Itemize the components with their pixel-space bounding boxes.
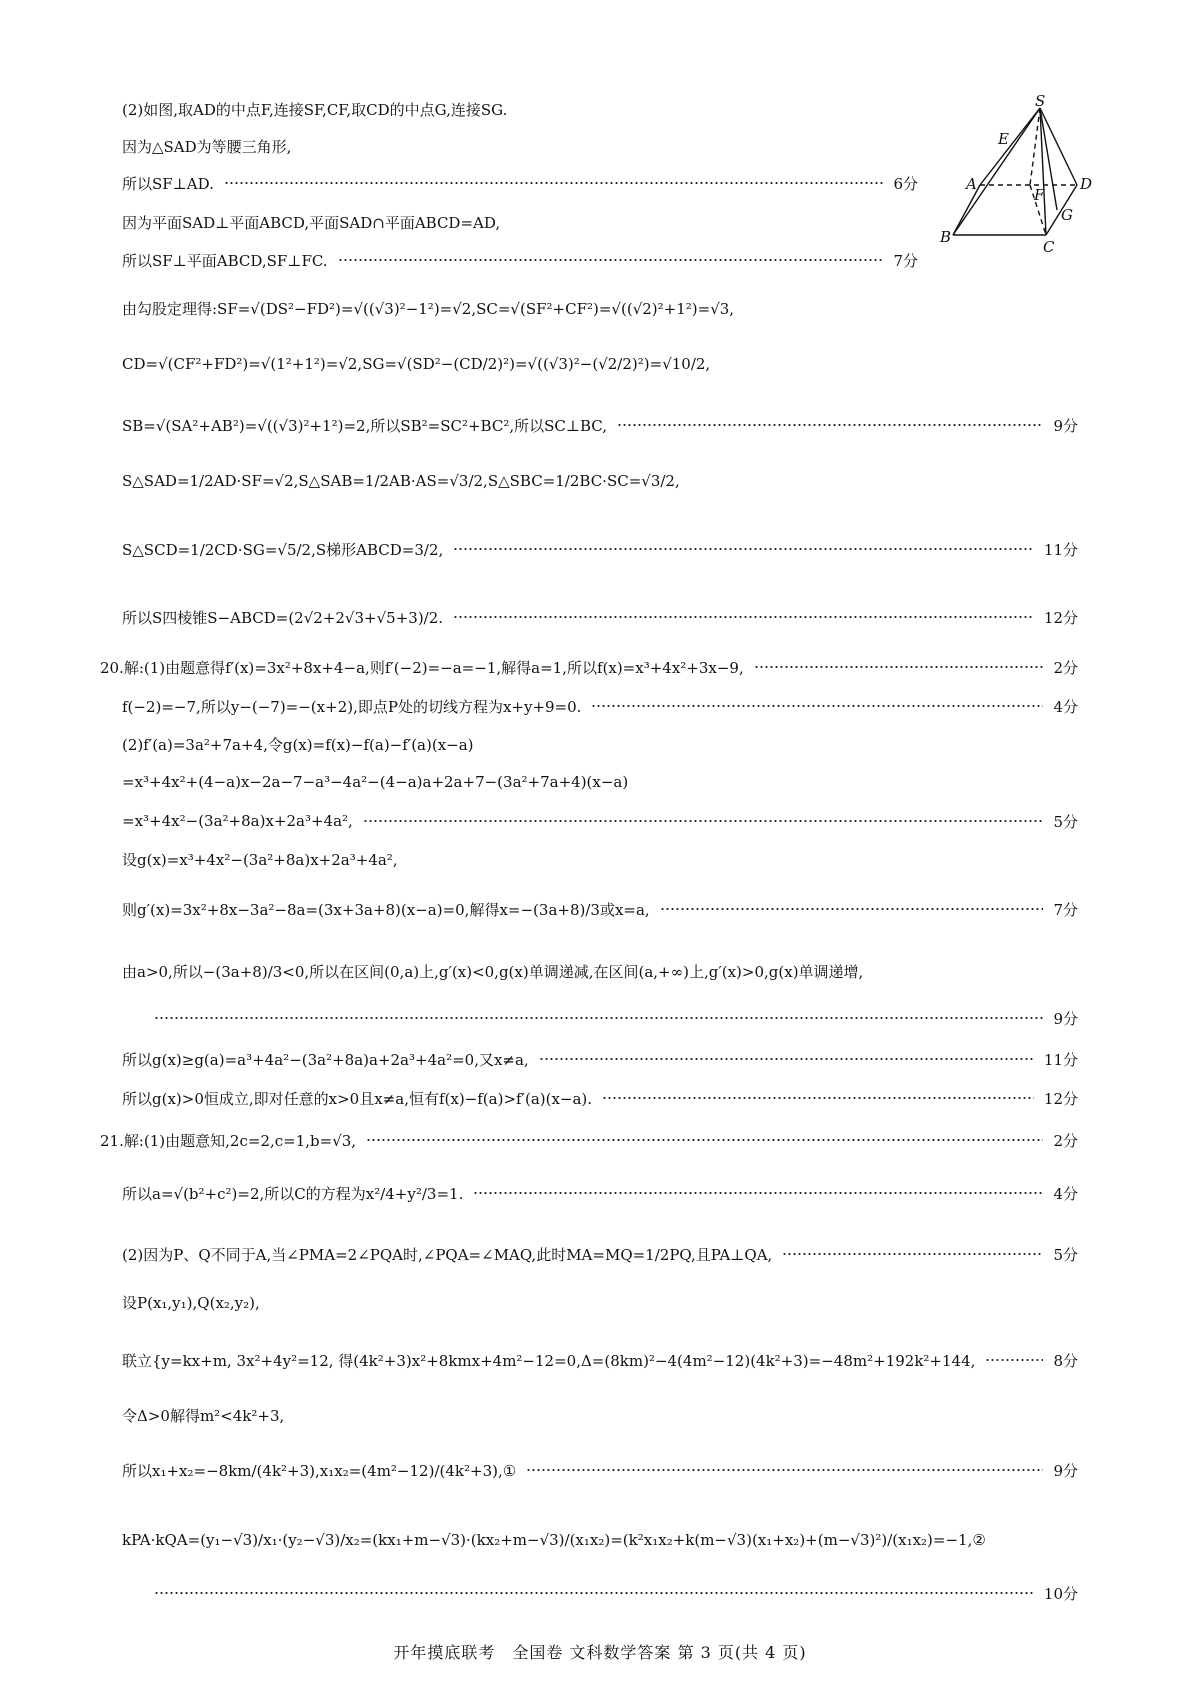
line-text: 设g(x)=x³+4x²−(3a²+8a)x+2a³+4a², — [122, 850, 398, 869]
answer-line — [122, 1582, 1078, 1604]
score-mark: 11分 — [1043, 540, 1078, 559]
pyramid-figure — [930, 92, 1093, 271]
score-mark: 2分 — [1053, 658, 1078, 677]
answer-line — [122, 1048, 1078, 1070]
score-mark: 12分 — [1043, 1089, 1078, 1108]
answer-line — [122, 135, 918, 157]
page-footer: 开年摸底联考 全国卷 文科数学答案 第 3 页(共 4 页) — [393, 1643, 807, 1662]
answer-line — [122, 810, 1078, 832]
line-text: 20.解:(1)由题意得f′(x)=3x²+8x+4−a,则f′(−2)=−a=−1,解得a=1,所以f(x)=x³+4x²+3x−9, — [100, 658, 744, 677]
answer-line — [122, 353, 1078, 375]
line-text: kPA·kQA=(y₁−√3)/x₁·(y₂−√3)/x₂=(kx₁+m−√3)·(kx₂+m−√3)/(x₁x₂)=(k²x₁x₂+k(m−√3)(x₁+x₂)+(m−√3)²)/(x₁x₂)=−1,② — [122, 1531, 986, 1549]
line-text: 令Δ>0解得m²<4k²+3, — [122, 1406, 285, 1425]
score-mark: 2分 — [1053, 1131, 1078, 1150]
answer-line — [122, 470, 1078, 492]
score-mark: 12分 — [1043, 608, 1078, 627]
leader-dots — [453, 548, 1034, 550]
leader-dots — [539, 1058, 1034, 1060]
leader-dots — [473, 1192, 1043, 1194]
answer-line — [122, 1529, 1078, 1551]
answer-line — [122, 898, 1078, 920]
label-E: E — [998, 130, 1009, 148]
leader-dots — [617, 424, 1043, 426]
leader-dots — [985, 1359, 1043, 1361]
answer-line — [122, 1349, 1078, 1371]
line-text: f(−2)=−7,所以y−(−7)=−(x+2),即点P处的切线方程为x+y+9=0. — [122, 697, 582, 716]
leader-dots — [366, 1139, 1043, 1141]
leader-dots — [224, 182, 884, 184]
line-text: S△SCD=1/2CD·SG=√5/2,S梯形ABCD=3/2, — [122, 540, 444, 559]
answer-line — [122, 1459, 1078, 1481]
answer-line — [122, 249, 918, 271]
answer-line — [122, 1291, 1078, 1313]
line-text: (2)f′(a)=3a²+7a+4,令g(x)=f(x)−f(a)−f′(a)(x−a) — [122, 735, 474, 754]
leader-dots — [363, 820, 1044, 822]
line-text: 由勾股定理得:SF=√(DS²−FD²)=√((√3)²−1²)=√2,SC=√(SF²+CF²)=√((√2)²+1²)=√3, — [122, 299, 735, 318]
score-mark: 5分 — [1053, 812, 1078, 831]
leader-dots — [602, 1097, 1034, 1099]
label-B: B — [940, 228, 952, 246]
answer-line — [122, 606, 1078, 628]
line-text: 所以x₁+x₂=−8km/(4k²+3),x₁x₂=(4m²−12)/(4k²+3),① — [122, 1461, 517, 1480]
answer-line — [100, 1129, 1078, 1151]
answer-line — [122, 695, 1078, 717]
label-D: D — [1080, 175, 1093, 193]
leader-dots — [338, 259, 884, 261]
answer-line — [122, 1243, 1078, 1265]
answer-line — [122, 297, 1078, 319]
line-text: =x³+4x²+(4−a)x−2a−7−a³−4a²−(4−a)a+2a+7−(3a²+7a+4)(x−a) — [122, 773, 629, 791]
leader-dots — [754, 666, 1044, 668]
answer-line — [122, 172, 918, 194]
leader-dots — [154, 1017, 1043, 1019]
leader-dots — [782, 1253, 1043, 1255]
line-text: 所以SF⊥AD. — [122, 174, 214, 193]
line-text: 因为△SAD为等腰三角形, — [122, 137, 292, 156]
line-text: 因为平面SAD⊥平面ABCD,平面SAD∩平面ABCD=AD, — [122, 213, 501, 232]
edge-SD — [1040, 108, 1077, 185]
line-text: CD=√(CF²+FD²)=√(1²+1²)=√2,SG=√(SD²−(CD/2)²)=√((√3)²−(√2/2)²)=√10/2, — [122, 355, 711, 373]
score-mark: 11分 — [1043, 1050, 1078, 1069]
answer-line — [122, 211, 918, 233]
score-mark: 10分 — [1043, 1584, 1078, 1603]
line-text: 所以a=√(b²+c²)=2,所以C的方程为x²/4+y²/3=1. — [122, 1184, 464, 1203]
line-text: 所以g(x)≥g(a)=a³+4a²−(3a²+8a)a+2a³+4a²=0,又x≠a, — [122, 1050, 529, 1069]
line-text: 设P(x₁,y₁),Q(x₂,y₂), — [122, 1293, 260, 1312]
answer-line — [122, 960, 1078, 982]
answer-line — [122, 1007, 1078, 1029]
line-text: (2)因为P、Q不同于A,当∠PMA=2∠PQA时,∠PQA=∠MAQ,此时MA=MQ=1/2PQ,且PA⊥QA, — [122, 1245, 773, 1264]
score-mark: 4分 — [1053, 1184, 1078, 1203]
label-G: G — [1061, 206, 1073, 224]
answer-line — [122, 771, 1078, 793]
line-text: 所以g(x)>0恒成立,即对任意的x>0且x≠a,恒有f(x)−f(a)>f′(a)(x−a). — [122, 1089, 593, 1108]
score-mark: 7分 — [1053, 900, 1078, 919]
leader-dots — [660, 908, 1044, 910]
score-mark: 9分 — [1053, 1009, 1078, 1028]
score-mark: 5分 — [1053, 1245, 1078, 1264]
answer-line — [122, 1087, 1078, 1109]
line-text: 由a>0,所以−(3a+8)/3<0,所以在区间(0,a)上,g′(x)<0,g(x)单调递减,在区间(a,+∞)上,g′(x)>0,g(x)单调递增, — [122, 962, 864, 981]
line-text: 则g′(x)=3x²+8x−3a²−8a=(3x+3a+8)(x−a)=0,解得x=−(3a+8)/3或x=a, — [122, 900, 650, 919]
line-text: SB=√(SA²+AB²)=√((√3)²+1²)=2,所以SB²=SC²+BC²,所以SC⊥BC, — [122, 416, 607, 435]
answer-line — [122, 1182, 1078, 1204]
score-mark: 8分 — [1053, 1351, 1078, 1370]
line-text: 所以S四棱锥S−ABCD=(2√2+2√3+√5+3)/2. — [122, 608, 444, 627]
label-S: S — [1035, 92, 1046, 110]
leader-dots — [591, 705, 1043, 707]
score-mark: 4分 — [1053, 697, 1078, 716]
answer-line — [122, 414, 1078, 436]
answer-line — [122, 538, 1078, 560]
label-A: A — [966, 175, 977, 193]
line-text: 21.解:(1)由题意知,2c=2,c=1,b=√3, — [100, 1131, 357, 1150]
label-C: C — [1043, 238, 1055, 256]
answer-line — [122, 1404, 1078, 1426]
leader-dots — [453, 616, 1034, 618]
score-mark: 9分 — [1053, 416, 1078, 435]
line-text: =x³+4x²−(3a²+8a)x+2a³+4a², — [122, 812, 353, 830]
edge-SB — [953, 108, 1040, 235]
answer-line — [122, 848, 1078, 870]
leader-dots — [526, 1469, 1043, 1471]
score-mark: 7分 — [893, 251, 918, 270]
score-mark: 6分 — [893, 174, 918, 193]
score-mark: 9分 — [1053, 1461, 1078, 1480]
leader-dots — [154, 1592, 1034, 1594]
line-text: 联立{y=kx+m, 3x²+4y²=12, 得(4k²+3)x²+8kmx+4m²−12=0,Δ=(8km)²−4(4m²−12)(4k²+3)=−48m²+192k²+144, — [122, 1351, 976, 1370]
line-text: S△SAD=1/2AD·SF=√2,S△SAB=1/2AB·AS=√3/2,S△SBC=1/2BC·SC=√3/2, — [122, 472, 680, 490]
line-text: 所以SF⊥平面ABCD,SF⊥FC. — [122, 251, 328, 270]
answer-line — [100, 656, 1078, 678]
answer-line — [122, 98, 918, 120]
answer-line — [122, 733, 1078, 755]
line-text: (2)如图,取AD的中点F,连接SF,CF,取CD的中点G,连接SG. — [122, 100, 508, 119]
label-F: F — [1034, 186, 1045, 204]
